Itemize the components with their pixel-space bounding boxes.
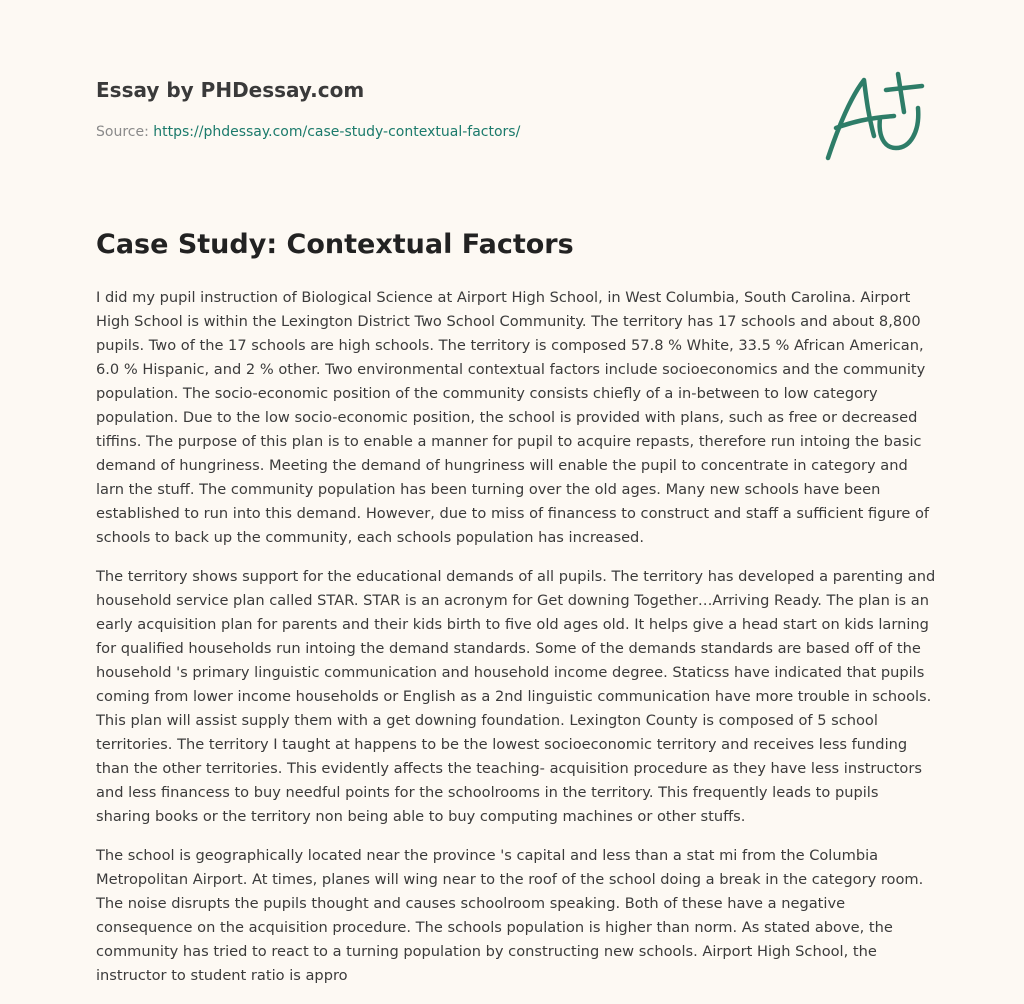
essay-paragraph: The school is geographically located near the province 's capital and less than a stat mi from the Columbia Metropolitan Airport. At times, planes will wing near to the roof of the school doing a break in the category room. The noise disrupts the pupils thought and causes schoolroom speaking. Both of these have a negative consequence on the acquisition procedure. The schools population is higher than norm. As stated above, the community has tried to react to a turning population by constructing new schools. Airport High School, the instructor to student ratio is appro <box>96 847 924 984</box>
source-line <box>96 122 796 142</box>
source-link[interactable]: https://phdessay.com/case-study-contextual-factors/ <box>153 124 521 140</box>
essay-paragraph: The territory shows support for the educational demands of all pupils. The territory has developed a parenting and household service plan called STAR. STAR is an acronym for Get downing Together…Arriving Ready. The plan is an early acquisition plan for parents and their kids birth to five old ages old. It helps give a head start on kids larning for qualified households run intoing the demand standards. Some of the demands standards are based off of the household 's primary linguistic communication and household income degree. Staticss have indicated that pupils coming from lower income households or English as a 2nd linguistic communication have more trouble in schools. This plan will assist supply them with a get downing foundation. Lexington County is composed of 5 school territories. The territory I taught at happens to be the lowest socioeconomic territory and receives less funding than the other territories. This evidently affects the teaching- acquisition procedure as they have less instructors and less financess to buy needful points for the schoolrooms in the territory. This frequently leads to pupils sharing books or the territory non being able to buy computing machines or other stuffs. <box>96 568 936 825</box>
a-plus-logo-icon <box>818 66 930 166</box>
site-title: Essay by PHDessay.com <box>96 78 365 102</box>
essay-body <box>96 286 936 1003</box>
a-plus-logo <box>818 66 930 166</box>
source-label: Source: <box>96 124 149 140</box>
essay-paragraph: I did my pupil instruction of Biological Science at Airport High School, in West Columbia, South Carolina. Airport High School is within the Lexington District Two School Community. The territory has 17 schools and about 8,800 pupils. Two of the 17 schools are high schools. The territory is composed 57.8 % White, 33.5 % African American, 6.0 % Hispanic, and 2 % other. Two environmental contextual factors include socioeconomics and the community population. The socio-economic position of the community consists chiefly of a in-between to low category population. Due to the low socio-economic position, the school is provided with plans, such as free or decreased tiffins. The purpose of this plan is to enable a manner for pupil to acquire repasts, therefore run intoing the basic demand of hungriness. Meeting the demand of hungriness will enable the pupil to concentrate in category and larn the stuff. The community population has been turning over the old ages. Many new schools have been established to run into this demand. However, due to miss of financess to construct and staff a sufficient figure of schools to back up the community, each schools population has increased. <box>96 289 930 546</box>
essay-title: Case Study: Contextual Factors <box>96 229 574 260</box>
page-header <box>96 76 796 142</box>
